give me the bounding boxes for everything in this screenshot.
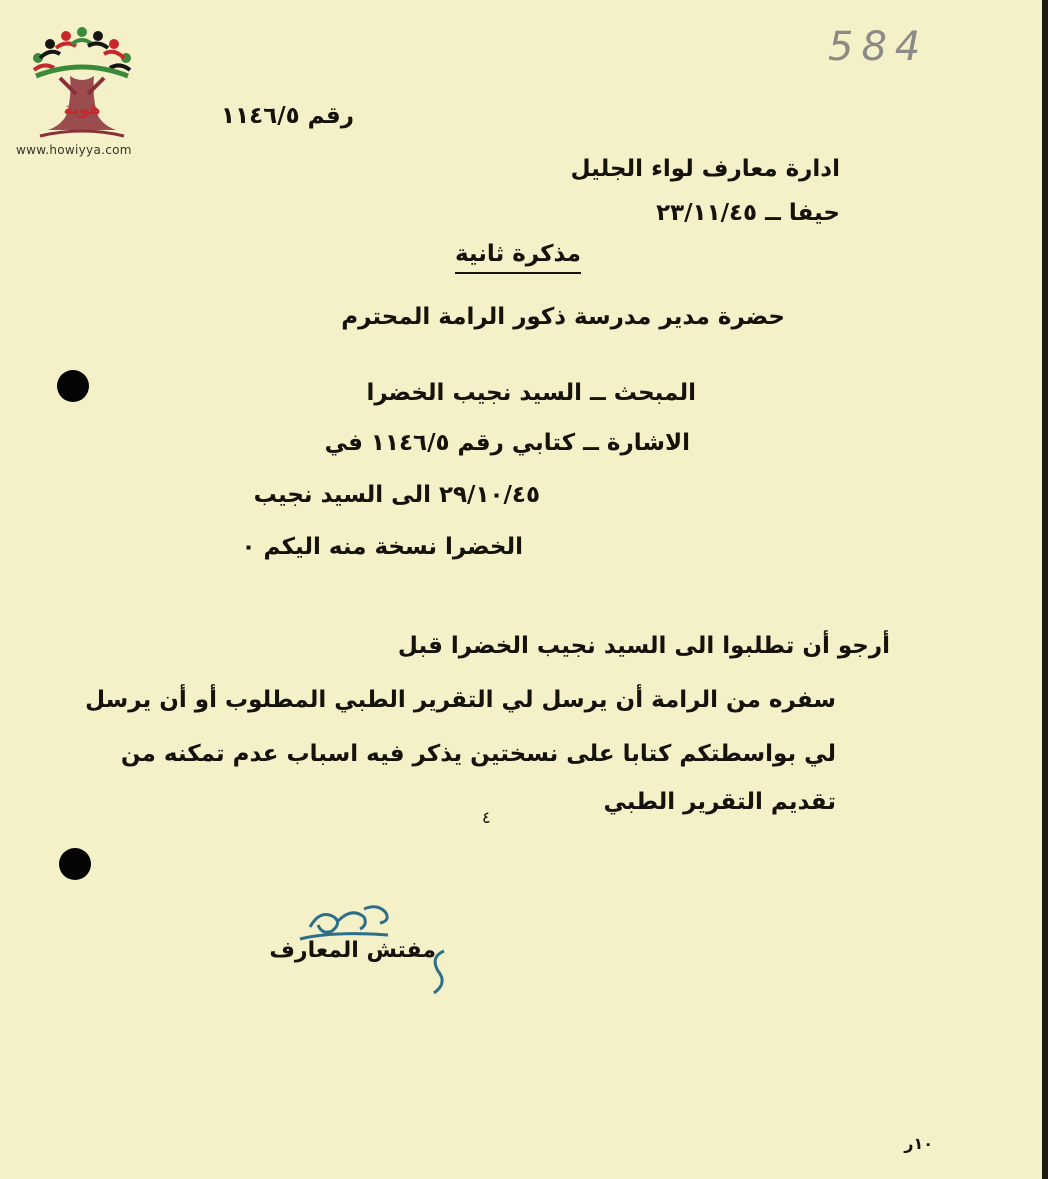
- reference-line: الاشارة ــ كتابي رقم ١١٤٦/٥ في: [324, 430, 690, 456]
- punch-hole: [59, 848, 91, 880]
- archive-page-number: 584: [828, 24, 929, 70]
- reference-line: ٢٩/١٠/٤٥ الى السيد نجيب: [253, 482, 540, 508]
- reference-line: الخضرا نسخة منه اليكم ٠: [241, 534, 523, 560]
- body-line: أرجو أن تطلبوا الى السيد نجيب الخضرا قبل: [397, 633, 890, 659]
- punch-hole: [57, 370, 89, 402]
- family-tree-icon: [10, 18, 150, 163]
- logo-wordmark: هوية: [63, 99, 101, 118]
- addressee: حضرة مدير مدرسة ذكور الرامة المحترم: [341, 304, 785, 330]
- footer-code: ١٠ر: [904, 1134, 933, 1153]
- logo-url: www.howiyya.com: [16, 143, 132, 157]
- ink-mark: ٤: [482, 808, 491, 827]
- body-line: لي بواسطتكم كتابا على نسختين يذكر فيه اسباب عدم تمكنه من: [120, 741, 836, 767]
- memo-title: مذكرة ثانية: [455, 243, 581, 274]
- body-line: تقديم التقرير الطبي: [603, 789, 836, 815]
- reference-number: رقم ١١٤٦/٥: [221, 103, 354, 129]
- body-line: سفره من الرامة أن يرسل لي التقرير الطبي المطلوب أو أن يرسل: [85, 687, 836, 713]
- signature-title: مفتش المعارف: [269, 938, 436, 963]
- department-name: ادارة معارف لواء الجليل: [570, 156, 840, 182]
- place-date: حيفا ــ ٢٣/١١/٤٥: [656, 200, 840, 226]
- subject-line: المبحث ــ السيد نجيب الخضرا: [366, 380, 696, 406]
- scan-edge: [1042, 0, 1048, 1179]
